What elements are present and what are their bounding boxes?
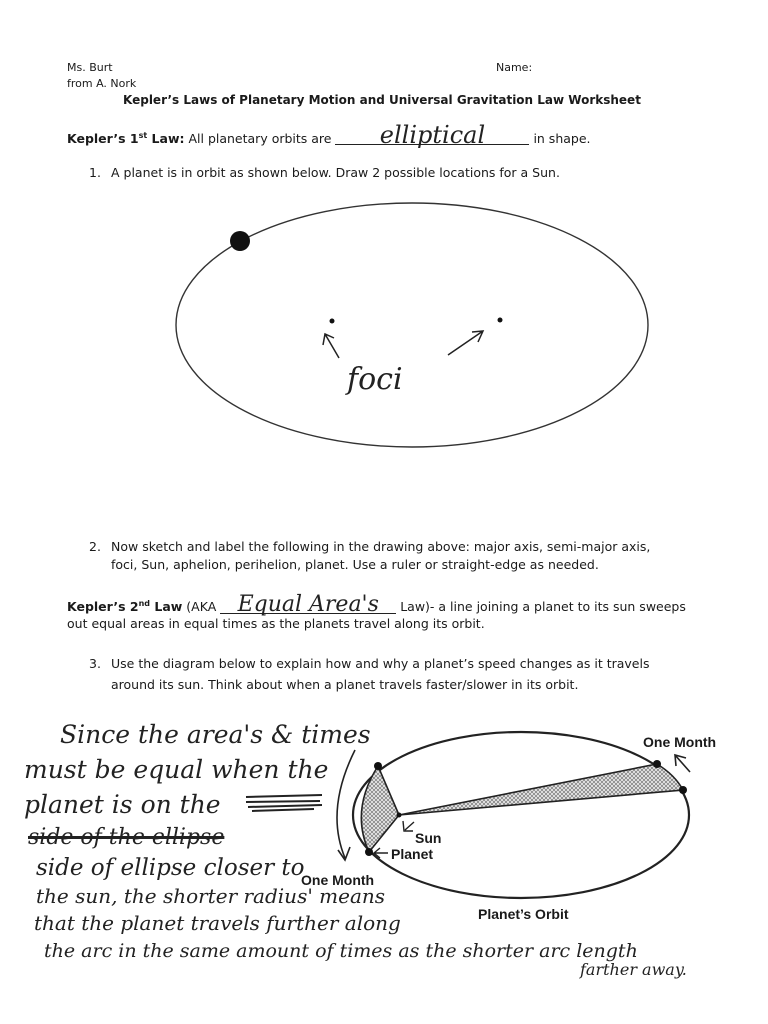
sector-near-sun bbox=[361, 766, 399, 852]
point-near-2 bbox=[365, 848, 373, 856]
focus-dot-left bbox=[330, 319, 335, 324]
point-far-2 bbox=[679, 786, 687, 794]
law2-line2: out equal areas in equal times as the planets travel along its orbit. bbox=[67, 616, 485, 631]
source-credit: from A. Nork bbox=[67, 77, 137, 90]
q3-line1: Use the diagram below to explain how and why a planet’s speed changes as it travels bbox=[111, 656, 650, 671]
law2-label-tail: Law bbox=[150, 599, 183, 614]
answer-line-7: that the planet travels further along bbox=[34, 911, 401, 935]
law1-label-tail: Law: bbox=[147, 131, 185, 146]
point-near-1 bbox=[374, 762, 382, 770]
planets-orbit-label: Planet’s Orbit bbox=[478, 906, 569, 922]
q1-text: A planet is in orbit as shown below. Draw 2 possible locations for a Sun. bbox=[111, 165, 560, 180]
near-arc-arrow bbox=[337, 750, 355, 858]
q1-number: 1. bbox=[89, 165, 101, 180]
law1-text-after: in shape. bbox=[529, 131, 591, 146]
point-far-1 bbox=[653, 760, 661, 768]
arrow-right bbox=[448, 331, 483, 355]
q2-line2: foci, Sun, aphelion, perihelion, planet. Use a ruler or straight-edge as needed. bbox=[111, 557, 599, 572]
answer-line-6: the sun, the shorter radius' means bbox=[36, 884, 386, 908]
sun-label: Sun bbox=[415, 830, 442, 846]
q3-number: 3. bbox=[89, 656, 101, 671]
planet-label: Planet bbox=[391, 846, 434, 862]
foci-label: foci bbox=[347, 362, 403, 397]
law2-label: Kepler’s 2 bbox=[67, 599, 139, 614]
law2-statement bbox=[67, 592, 686, 617]
answer-line-4-struck: side of the ellipse bbox=[28, 825, 225, 850]
sun-dot bbox=[397, 813, 402, 818]
answer-line-3: planet is on the bbox=[24, 790, 221, 819]
answer-line-9: farther away. bbox=[580, 960, 687, 979]
one-month-bottom-label: One Month bbox=[301, 872, 375, 888]
q2-line1: Now sketch and label the following in the drawing above: major axis, semi-major axis, bbox=[111, 539, 651, 554]
law2-answer[interactable]: Equal Area's bbox=[220, 597, 396, 614]
name-label: Name: bbox=[496, 61, 533, 74]
far-arrowhead-icon bbox=[675, 755, 690, 772]
law2-text-before: (AKA bbox=[182, 599, 221, 614]
answer-line-5: side of ellipse closer to bbox=[36, 855, 305, 881]
law2-sup: nd bbox=[138, 598, 151, 608]
answer-line-8: the arc in the same amount of times as the shorter arc length bbox=[44, 940, 638, 962]
q3-line2: around its sun. Think about when a planet travels faster/slower in its orbit. bbox=[111, 677, 579, 692]
q2-number: 2. bbox=[89, 539, 101, 554]
planet-dot bbox=[230, 231, 250, 251]
answer-line-2: must be equal when the bbox=[24, 755, 329, 784]
answer-line-1: Since the area's & times bbox=[60, 720, 371, 749]
scribbled-out-word bbox=[244, 791, 324, 813]
worksheet-title: Kepler’s Laws of Planetary Motion and Universal Gravitation Law Worksheet bbox=[123, 93, 641, 107]
law1-label: Kepler’s 1 bbox=[67, 131, 139, 146]
law2-text-after: Law)- a line joining a planet to its sun sweeps bbox=[396, 599, 686, 614]
sector-far-from-sun bbox=[399, 764, 683, 815]
law1-text-before: All planetary orbits are bbox=[184, 131, 336, 146]
focus-dot-right bbox=[498, 318, 503, 323]
teacher-name: Ms. Burt bbox=[67, 61, 113, 74]
sun-pointer-arrow bbox=[403, 821, 414, 831]
one-month-top-label: One Month bbox=[643, 734, 717, 750]
law1-answer[interactable]: elliptical bbox=[335, 126, 529, 145]
arrow-left bbox=[323, 334, 339, 358]
law1-sup: st bbox=[138, 130, 148, 140]
